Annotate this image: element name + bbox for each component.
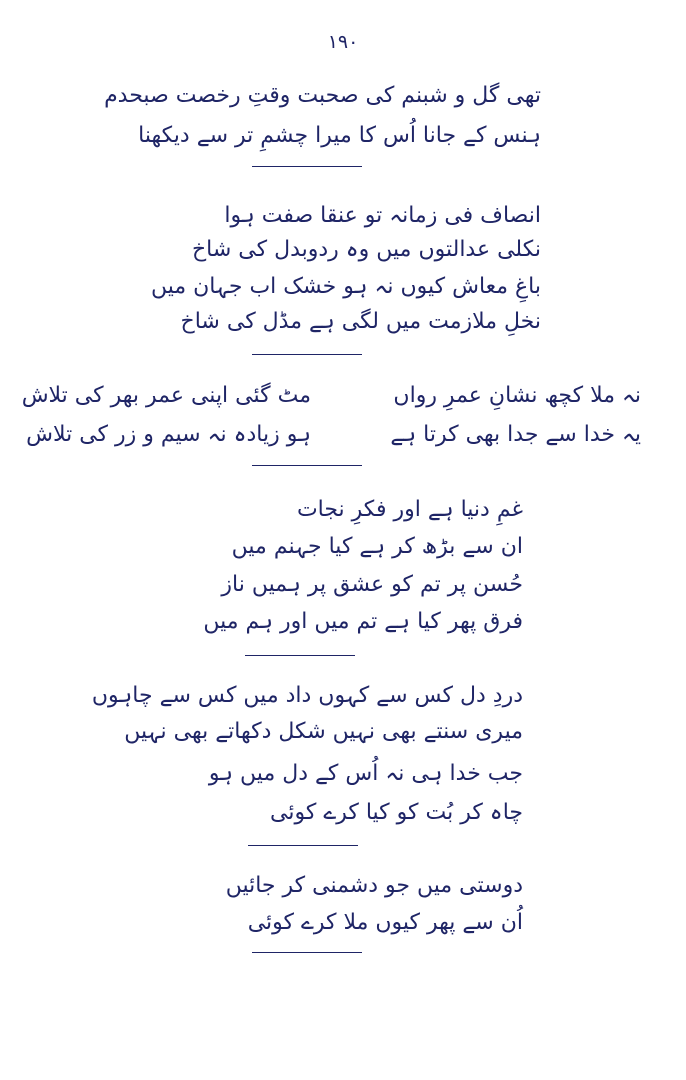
section-divider [252,952,362,953]
verse-line: دوستی میں جو دشمنی کر جائیں [225,873,523,898]
verse-hemistich: ہو زیادہ نہ سیم و زر کی تلاش [26,422,311,447]
verse-line: باغِ معاش کیوں نہ ہو خشک اب جہان میں [150,274,541,299]
verse-line: اُن سے پھر کیوں ملا کرے کوئی [247,910,523,935]
verse-hemistich: یہ خدا سے جدا بھی کرتا ہے [390,422,641,447]
verse-hemistich: نہ ملا کچھ نشانِ عمرِ رواں [393,383,641,408]
verse-line: فرق پھر کیا ہے تم میں اور ہم میں [203,609,523,634]
section-divider [252,354,362,355]
verse-line: چاہ کر بُت کو کیا کرے کوئی [270,800,523,825]
verse-line: تھی گل و شبنم کی صحبت وقتِ رخصت صبحدم [104,83,541,108]
section-divider [252,465,362,466]
verse-line: ان سے بڑھ کر ہے کیا جہنم میں [231,534,523,559]
verse-line: غمِ دنیا ہے اور فکرِ نجات [296,497,523,522]
section-divider [248,845,358,846]
verse-hemistich: مٹ گئی اپنی عمر بھر کی تلاش [21,383,311,408]
verse-line: انصاف فی زمانہ تو عنقا صفت ہوا [224,203,541,228]
verse-line: دردِ دل کس سے کہوں داد میں کس سے چاہوں [91,683,523,708]
verse-line: نخلِ ملازمت میں لگی ہے مڈل کی شاخ [180,309,541,334]
verse-line: حُسن پر تم کو عشق پر ہمیں ناز [221,572,523,597]
verse-line: ہنس کے جانا اُس کا میرا چشمِ تر سے دیکھنا [138,123,541,148]
verse-line: جب خدا ہی نہ اُس کے دل میں ہو [208,761,523,786]
verse-line: نکلی عدالتوں میں وہ ردوبدل کی شاخ [191,237,541,262]
page-number: ۱۹۰ [327,31,359,53]
section-divider [245,655,355,656]
section-divider [252,166,362,167]
verse-line: میری سنتے بھی نہیں شکل دکھاتے بھی نہیں [124,719,523,744]
